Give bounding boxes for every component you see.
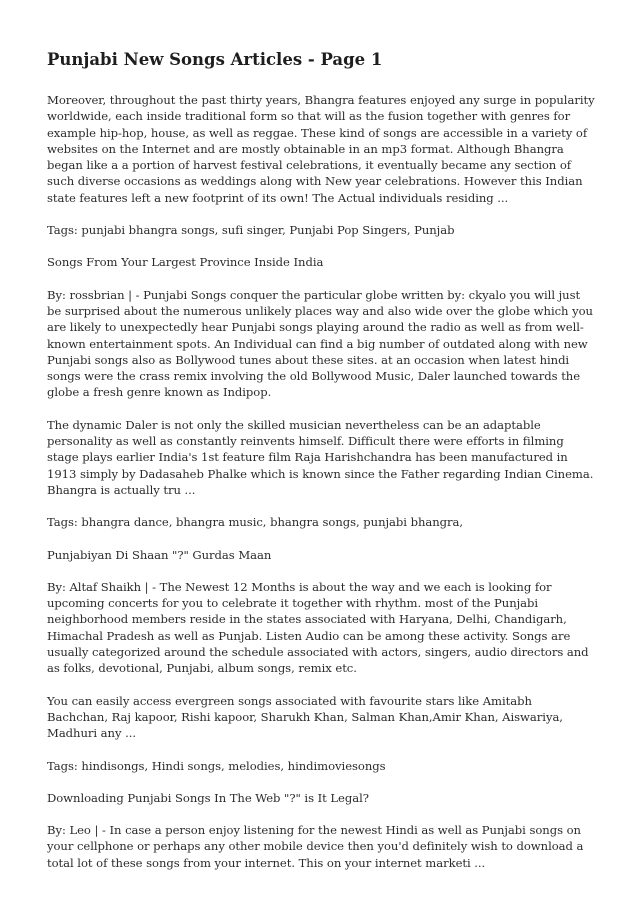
article-heading: Punjabiyan Di Shaan "?" Gurdas Maan: [47, 547, 272, 562]
document-page: [47, 48, 595, 887]
article-body: By: Altaf Shaikh | - The Newest 12 Months is about the way and we each is looking for upcoming concerts for you to celebrate it together with rhythm. most of the Punjabi neighborhood members reside in the states associated with Haryana, Delhi, Chandigarh, Himachal Pradesh as well as Punjab. Listen Audio can be among these activity. Songs are usually categorized around the schedule associated with actors, singers, audio directors and as folks, devotional, Punjabi, album songs, remix etc.: [47, 579, 589, 676]
tags-line: Tags: hindisongs, Hindi songs, melodies, hindimoviesongs: [47, 758, 386, 773]
page-title: Punjabi New Songs Articles - Page 1: [47, 50, 383, 69]
article-body: You can easily access evergreen songs associated with favourite stars like Amitabh Bachchan, Raj kapoor, Rishi kapoor, Sharukh Khan, Salman Khan,Amir Khan, Aiswariya, Madhuri any ...: [47, 693, 563, 741]
article-heading: Downloading Punjabi Songs In The Web "?" is It Legal?: [47, 790, 369, 805]
article-heading: Songs From Your Largest Province Inside India: [47, 255, 324, 270]
tags-line: Tags: punjabi bhangra songs, sufi singer, Punjabi Pop Singers, Punjab: [47, 223, 455, 238]
intro-paragraph: Moreover, throughout the past thirty years, Bhangra features enjoyed any surge in popularity worldwide, each inside traditional form so that will as the fusion together with genres for example hip-hop, house, as well as reggae. These kind of songs are accessible in a variety of websites on the Internet and are mostly obtainable in an mp3 format. Although Bhangra began like a a portion of harvest festival celebrations, it eventually became any section of such diverse occasions as weddings along with New year celebrations. However this Indian state features left a new footprint of its own! The Actual individuals residing ...: [47, 93, 595, 205]
article-body: The dynamic Daler is not only the skilled musician nevertheless can be an adaptable personality as well as constantly reinvents himself. Difficult there were efforts in filming stage plays earlier India's 1st feature film Raja Harishchandra has been manufactured in 1913 simply by Dadasaheb Phalke which is known since the Father regarding Indian Cinema. Bhangra is actually tru ...: [47, 417, 594, 497]
tags-line: Tags: bhangra dance, bhangra music, bhangra songs, punjabi bhangra,: [47, 515, 463, 530]
article-body: By: Leo | - In case a person enjoy listening for the newest Hindi as well as Punjabi songs on your cellphone or perhaps any other mobile device then you'd definitely wish to download a total lot of these songs from your internet. This on your internet marketi ...: [47, 823, 584, 870]
article-body: By: rossbrian | - Punjabi Songs conquer the particular globe written by: ckyalo you will just be surprised about the numerous unlikely places way and also wide over the globe which you are likely to unexpectedly hear Punjabi songs playing around the radio as well as from well-known entertainment spots. An Individual can find a big number of outdated along with new Punjabi songs also as Bollywood tunes about these sites. at an occasion when latest hindi songs were the crass remix involving the old Bollywood Music, Daler launched towards the globe a fresh genre known as Indipop.: [47, 287, 593, 400]
